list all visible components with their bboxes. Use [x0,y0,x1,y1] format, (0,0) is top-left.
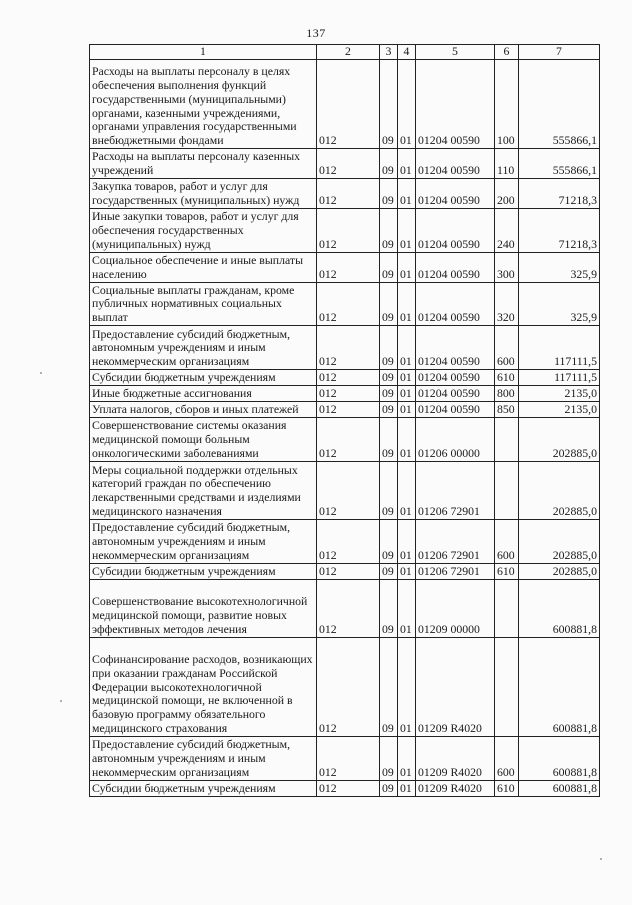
sum-cell: 202885,0 [519,461,600,519]
name-cell: Уплата налогов, сборов и иных платежей [90,401,317,417]
table-row [90,401,600,417]
ved-cell: 012 [317,325,380,369]
cs-cell: 01209 00000 [416,579,495,637]
name-cell: Совершенствование системы оказания медицинской помощи больным онкологическими заболеваниями [90,417,317,461]
cs-cell: 01209 R4020 [416,736,495,780]
name-cell: Софинансирование расходов, возникающих при оказании гражданам Российской Федерации высокотехнологичной медицинской помощи, не включенной в базовую программу обязательного медицинского страхования [90,637,317,736]
pr-cell: 01 [398,282,416,325]
table-row [90,461,600,519]
pr-cell: 01 [398,208,416,252]
pr-cell: 01 [398,637,416,736]
table-row [90,417,600,461]
name-cell: Расходы на выплаты персоналу в целях обеспечения выполнения функций государственными (муниципальными) органами, казенными учреждениями, органами управления государственными внебюджетными фондами [90,60,317,149]
ved-cell: 012 [317,282,380,325]
name-cell: Расходы на выплаты персоналу казенных учреждений [90,149,317,179]
rz-cell: 09 [380,208,398,252]
table-row [90,325,600,369]
sum-cell: 202885,0 [519,417,600,461]
header-row [90,45,600,60]
vr-cell: 300 [495,252,519,282]
cs-cell: 01204 00590 [416,178,495,208]
vr-cell [495,461,519,519]
cs-cell: 01204 00590 [416,385,495,401]
name-cell: Меры социальной поддержки отдельных категорий граждан по обеспечению лекарственными средствами и изделиями медицинского назначения [90,461,317,519]
vr-cell: 800 [495,385,519,401]
name-cell: Иные бюджетные ассигнования [90,385,317,401]
cs-cell: 01206 72901 [416,519,495,563]
cs-cell: 01209 R4020 [416,780,495,796]
pr-cell: 01 [398,149,416,179]
rz-cell: 09 [380,252,398,282]
table-row [90,282,600,325]
header-cell: 7 [519,45,600,60]
vr-cell: 610 [495,780,519,796]
name-cell: Закупка товаров, работ и услуг для государственных (муниципальных) нужд [90,178,317,208]
cs-cell: 01204 00590 [416,369,495,385]
table-row [90,637,600,736]
budget-table-body [90,45,600,797]
scan-speck [600,858,602,860]
name-cell: Предоставление субсидий бюджетным, автономным учреждениям и иным некоммерческим организациям [90,736,317,780]
scan-speck [60,700,62,702]
rz-cell: 09 [380,519,398,563]
rz-cell: 09 [380,780,398,796]
sum-cell: 600881,8 [519,736,600,780]
cs-cell: 01209 R4020 [416,637,495,736]
table-row [90,252,600,282]
budget-table [89,44,600,797]
ved-cell: 012 [317,401,380,417]
cs-cell: 01204 00590 [416,401,495,417]
header-cell: 1 [90,45,317,60]
pr-cell: 01 [398,385,416,401]
vr-cell: 610 [495,563,519,579]
ved-cell: 012 [317,461,380,519]
rz-cell: 09 [380,60,398,149]
vr-cell [495,579,519,637]
rz-cell: 09 [380,461,398,519]
cs-cell: 01204 00590 [416,149,495,179]
pr-cell: 01 [398,325,416,369]
cs-cell: 01204 00590 [416,282,495,325]
name-cell: Совершенствование высокотехнологичной медицинской помощи, развитие новых эффективных методов лечения [90,579,317,637]
sum-cell: 2135,0 [519,385,600,401]
cs-cell: 01204 00590 [416,325,495,369]
table-row [90,385,600,401]
name-cell: Социальные выплаты гражданам, кроме публичных нормативных социальных выплат [90,282,317,325]
ved-cell: 012 [317,780,380,796]
header-cell: 5 [416,45,495,60]
sum-cell: 117111,5 [519,325,600,369]
rz-cell: 09 [380,579,398,637]
pr-cell: 01 [398,780,416,796]
name-cell: Субсидии бюджетным учреждениям [90,563,317,579]
rz-cell: 09 [380,369,398,385]
pr-cell: 01 [398,579,416,637]
name-cell: Субсидии бюджетным учреждениям [90,780,317,796]
pr-cell: 01 [398,519,416,563]
cs-cell: 01204 00590 [416,60,495,149]
name-cell: Субсидии бюджетным учреждениям [90,369,317,385]
rz-cell: 09 [380,401,398,417]
sum-cell: 600881,8 [519,637,600,736]
rz-cell: 09 [380,417,398,461]
sum-cell: 71218,3 [519,208,600,252]
vr-cell: 320 [495,282,519,325]
table-row [90,208,600,252]
pr-cell: 01 [398,252,416,282]
vr-cell: 200 [495,178,519,208]
vr-cell [495,637,519,736]
rz-cell: 09 [380,385,398,401]
vr-cell: 600 [495,519,519,563]
pr-cell: 01 [398,417,416,461]
cs-cell: 01204 00590 [416,252,495,282]
table-row [90,563,600,579]
page-number: 137 [306,26,326,40]
name-cell: Иные закупки товаров, работ и услуг для обеспечения государственных (муниципальных) нужд [90,208,317,252]
pr-cell: 01 [398,178,416,208]
cs-cell: 01206 00000 [416,417,495,461]
sum-cell: 325,9 [519,252,600,282]
vr-cell: 610 [495,369,519,385]
sum-cell: 555866,1 [519,149,600,179]
ved-cell: 012 [317,417,380,461]
pr-cell: 01 [398,461,416,519]
table-row [90,369,600,385]
vr-cell: 600 [495,736,519,780]
ved-cell: 012 [317,519,380,563]
sum-cell: 2135,0 [519,401,600,417]
ved-cell: 012 [317,385,380,401]
scan-speck [40,372,42,374]
pr-cell: 01 [398,563,416,579]
sum-cell: 555866,1 [519,60,600,149]
ved-cell: 012 [317,149,380,179]
header-cell: 2 [317,45,380,60]
table-row [90,519,600,563]
table-row [90,178,600,208]
ved-cell: 012 [317,208,380,252]
rz-cell: 09 [380,325,398,369]
vr-cell: 600 [495,325,519,369]
name-cell: Предоставление субсидий бюджетным, автономным учреждениям и иным некоммерческим организациям [90,325,317,369]
sum-cell: 600881,8 [519,579,600,637]
vr-cell: 850 [495,401,519,417]
ved-cell: 012 [317,252,380,282]
sum-cell: 117111,5 [519,369,600,385]
table-row [90,780,600,796]
ved-cell: 012 [317,563,380,579]
pr-cell: 01 [398,401,416,417]
table-row [90,60,600,149]
rz-cell: 09 [380,637,398,736]
ved-cell: 012 [317,369,380,385]
sum-cell: 71218,3 [519,178,600,208]
pr-cell: 01 [398,736,416,780]
rz-cell: 09 [380,282,398,325]
ved-cell: 012 [317,637,380,736]
sum-cell: 202885,0 [519,563,600,579]
sum-cell: 325,9 [519,282,600,325]
cs-cell: 01206 72901 [416,563,495,579]
rz-cell: 09 [380,149,398,179]
header-cell: 3 [380,45,398,60]
sum-cell: 202885,0 [519,519,600,563]
ved-cell: 012 [317,60,380,149]
rz-cell: 09 [380,563,398,579]
name-cell: Предоставление субсидий бюджетным, автономным учреждениям и иным некоммерческим организациям [90,519,317,563]
table-row [90,579,600,637]
sum-cell: 600881,8 [519,780,600,796]
header-cell: 4 [398,45,416,60]
header-cell: 6 [495,45,519,60]
name-cell: Социальное обеспечение и иные выплаты населению [90,252,317,282]
vr-cell: 110 [495,149,519,179]
ved-cell: 012 [317,736,380,780]
vr-cell: 240 [495,208,519,252]
cs-cell: 01204 00590 [416,208,495,252]
pr-cell: 01 [398,369,416,385]
ved-cell: 012 [317,579,380,637]
ved-cell: 012 [317,178,380,208]
vr-cell [495,417,519,461]
pr-cell: 01 [398,60,416,149]
rz-cell: 09 [380,178,398,208]
table-row [90,149,600,179]
cs-cell: 01206 72901 [416,461,495,519]
vr-cell: 100 [495,60,519,149]
rz-cell: 09 [380,736,398,780]
table-row [90,736,600,780]
